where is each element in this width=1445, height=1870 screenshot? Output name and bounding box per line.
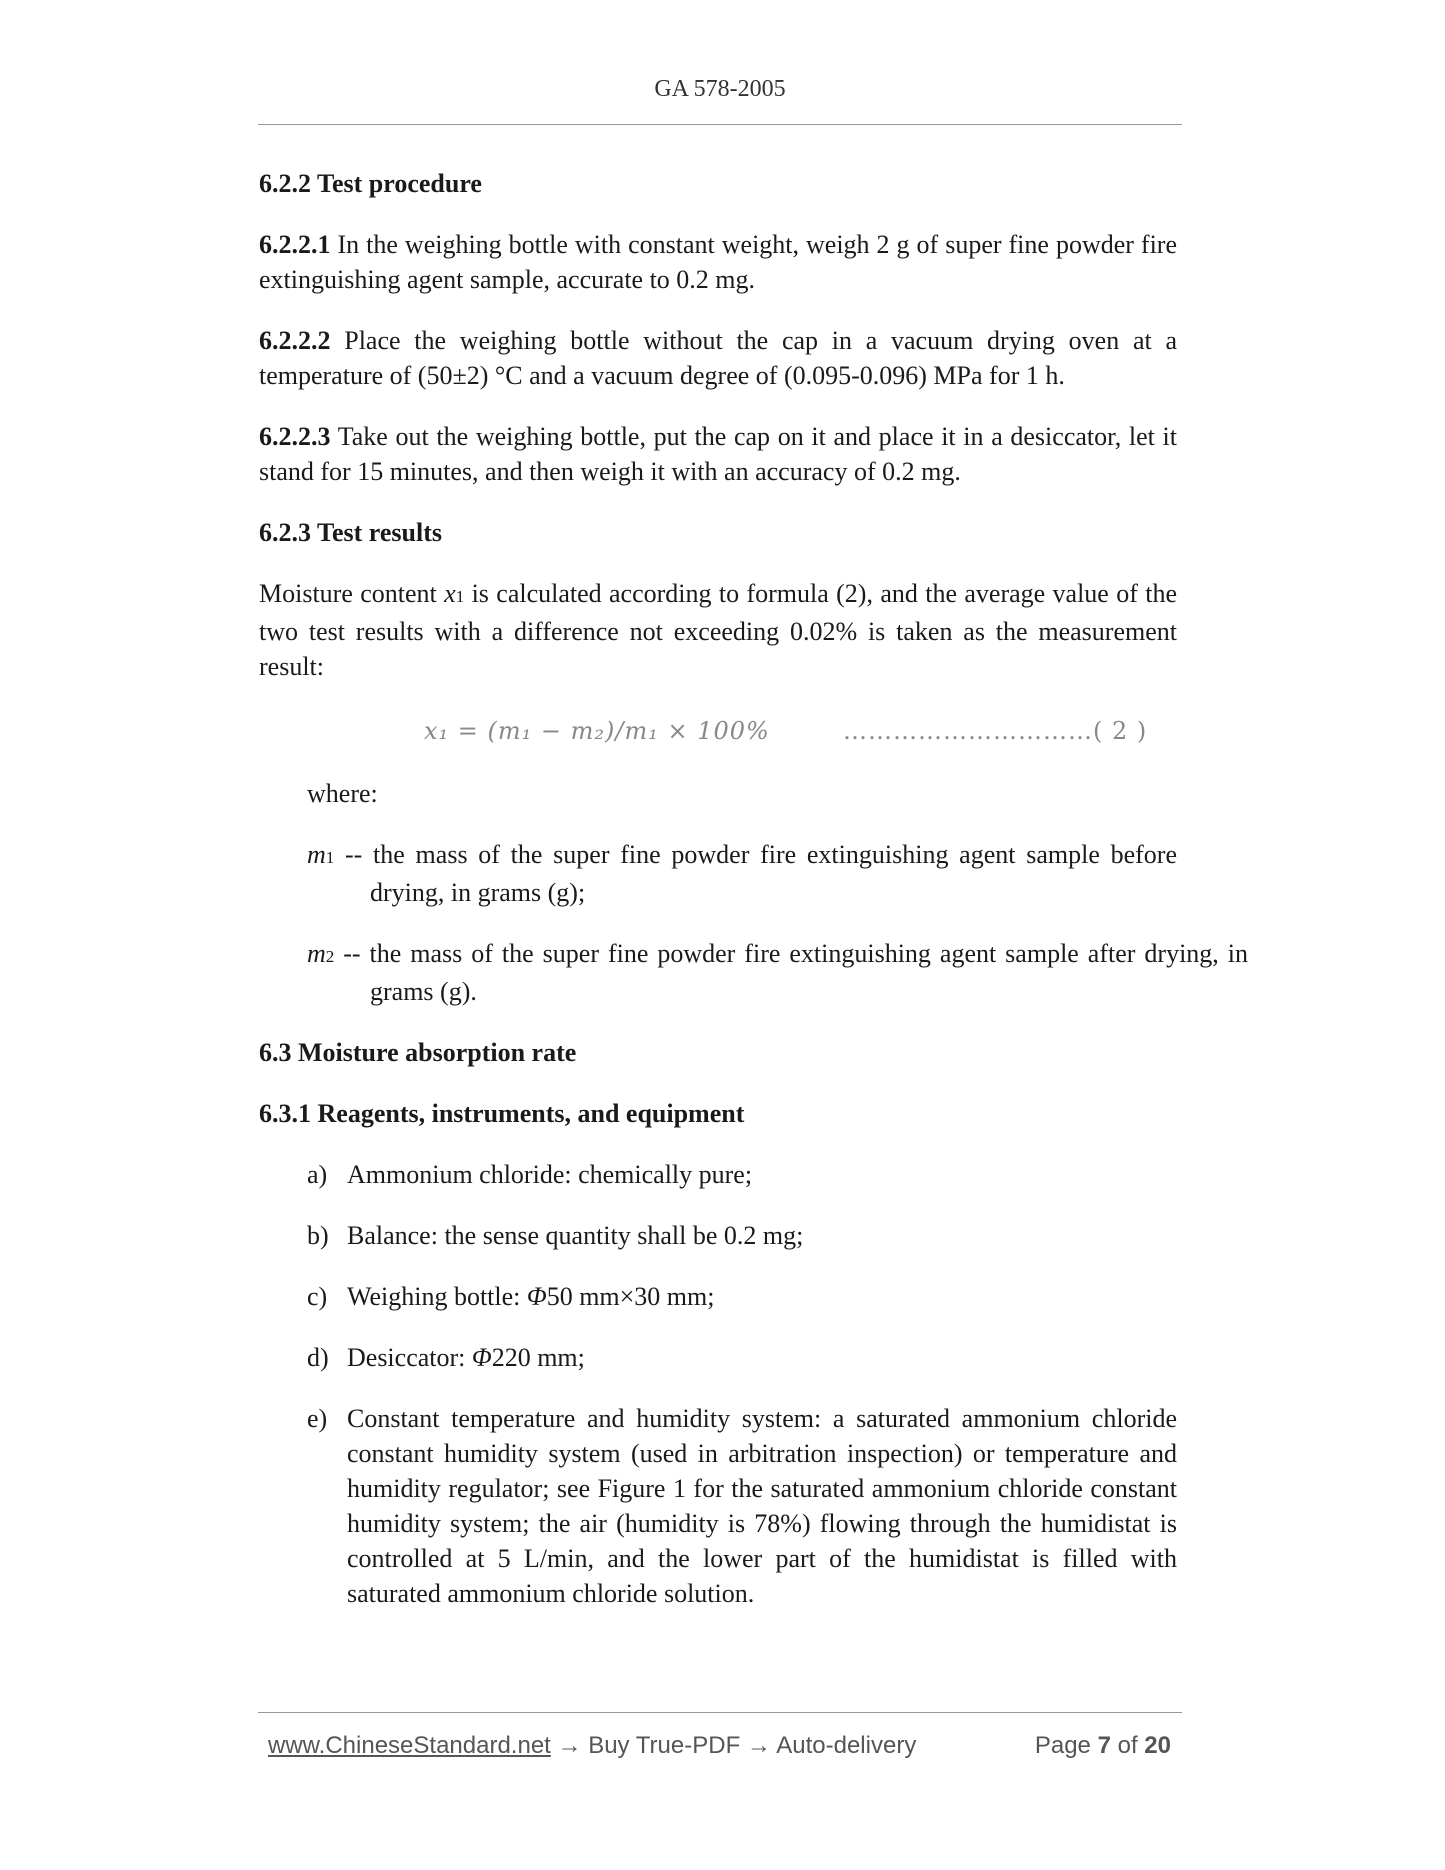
formula-2: [259, 710, 1177, 750]
definition-text: -- the mass of the super fine powder fire extinguishing agent sample after drying, in grams (g).: [334, 939, 1248, 1006]
variable-m1: m1: [307, 840, 335, 869]
list-item-text: Weighing bottle: Φ50 mm×30 mm;: [347, 1282, 715, 1311]
clause-6-2-2-1: [259, 227, 1177, 297]
clause-number: 6.2.2.3: [259, 422, 331, 451]
page-content: [259, 166, 1248, 1637]
results-text-pre: Moisture content: [259, 579, 445, 608]
results-text-post: is calculated according to formula (2), and the average value of the two test results with a difference not exceeding 0.02% is taken as the measurement result:: [259, 579, 1178, 681]
clause-6-2-2-3: [259, 419, 1177, 489]
definition-m1: [307, 837, 1177, 910]
auto-delivery-text: Auto-delivery: [776, 1732, 917, 1759]
list-item-text: Constant temperature and humidity system: a saturated ammonium chloride constant humidity system (used in arbitration inspection) or temperature and humidity regulator; see Figure 1 for the saturated ammonium chloride constant humidity system; the air (humidity is 78%) flowing through the humidistat is controlled at 5 L/min, and the lower part of the humidistat is filled with saturated ammonium chloride solution.: [347, 1404, 1177, 1608]
phi-symbol: Φ: [526, 1282, 547, 1311]
list-marker: e): [307, 1404, 328, 1433]
arrow-icon: →: [740, 1732, 777, 1759]
equipment-list: [259, 1157, 1177, 1611]
list-item: [307, 1401, 1177, 1611]
where-label: where:: [307, 779, 378, 808]
clause-number: 6.2.2.2: [259, 326, 331, 355]
clause-text: Take out the weighing bottle, put the cap on it and place it in a desiccator, let it stand for 15 minutes, and then weigh it with an accuracy of 0.2 mg.: [259, 422, 1178, 486]
list-marker: a): [307, 1160, 328, 1189]
current-page-number: 7: [1097, 1732, 1111, 1759]
header-rule: [258, 124, 1182, 125]
footer-links: [268, 1732, 916, 1760]
clause-text: Place the weighing bottle without the cap in a vacuum drying oven at a temperature of (50±2) °C and a vacuum degree of (0.095-0.096) MPa for 1 h.: [259, 326, 1177, 390]
list-item-text: Desiccator: Φ220 mm;: [347, 1343, 585, 1372]
list-item: [307, 1218, 1177, 1253]
page-header-doc-id: GA 578-2005: [654, 76, 786, 102]
footer-rule: [258, 1712, 1182, 1713]
clause-text: In the weighing bottle with constant weight, weigh 2 g of super fine powder fire extinguishing agent sample, accurate to 0.2 mg.: [259, 230, 1177, 294]
page-footer: [268, 1732, 1182, 1764]
phi-symbol: Φ: [471, 1343, 492, 1372]
clause-number: 6.2.2.1: [259, 230, 331, 259]
heading-6-2-2: 6.2.2 Test procedure: [259, 169, 482, 198]
formula-expression: x₁ = (m₁ − m₂)/m₁ × 100%: [424, 717, 770, 745]
clause-6-2-2-2: [259, 323, 1177, 393]
list-item: [307, 1279, 1177, 1314]
heading-6-3: 6.3 Moisture absorption rate: [259, 1038, 577, 1067]
list-item: [307, 1157, 1177, 1192]
definition-text: -- the mass of the super fine powder fire extinguishing agent sample before drying, in grams (g);: [334, 840, 1177, 907]
results-paragraph: [259, 576, 1177, 684]
list-marker: d): [307, 1343, 329, 1372]
variable-x: x1: [444, 579, 465, 608]
heading-6-3-1: 6.3.1 Reagents, instruments, and equipment: [259, 1099, 745, 1128]
formula-number: …………………………( 2 ): [843, 717, 1148, 745]
list-marker: c): [307, 1282, 328, 1311]
list-item-text: Balance: the sense quantity shall be 0.2 mg;: [347, 1221, 804, 1250]
page-indicator: Page 7 of 20: [1034, 1732, 1171, 1759]
total-pages: 20: [1144, 1732, 1171, 1759]
list-item: [307, 1340, 1177, 1375]
buy-true-pdf-link[interactable]: Buy True-PDF: [588, 1732, 741, 1759]
heading-6-2-3: 6.2.3 Test results: [259, 518, 442, 547]
chinesestandard-link[interactable]: www.ChineseStandard.net: [268, 1732, 551, 1759]
arrow-icon: →: [550, 1732, 589, 1759]
variable-m2: m2: [307, 939, 335, 968]
list-marker: b): [307, 1221, 329, 1250]
definition-m2: [307, 936, 1248, 1009]
list-item-text: Ammonium chloride: chemically pure;: [347, 1160, 753, 1189]
